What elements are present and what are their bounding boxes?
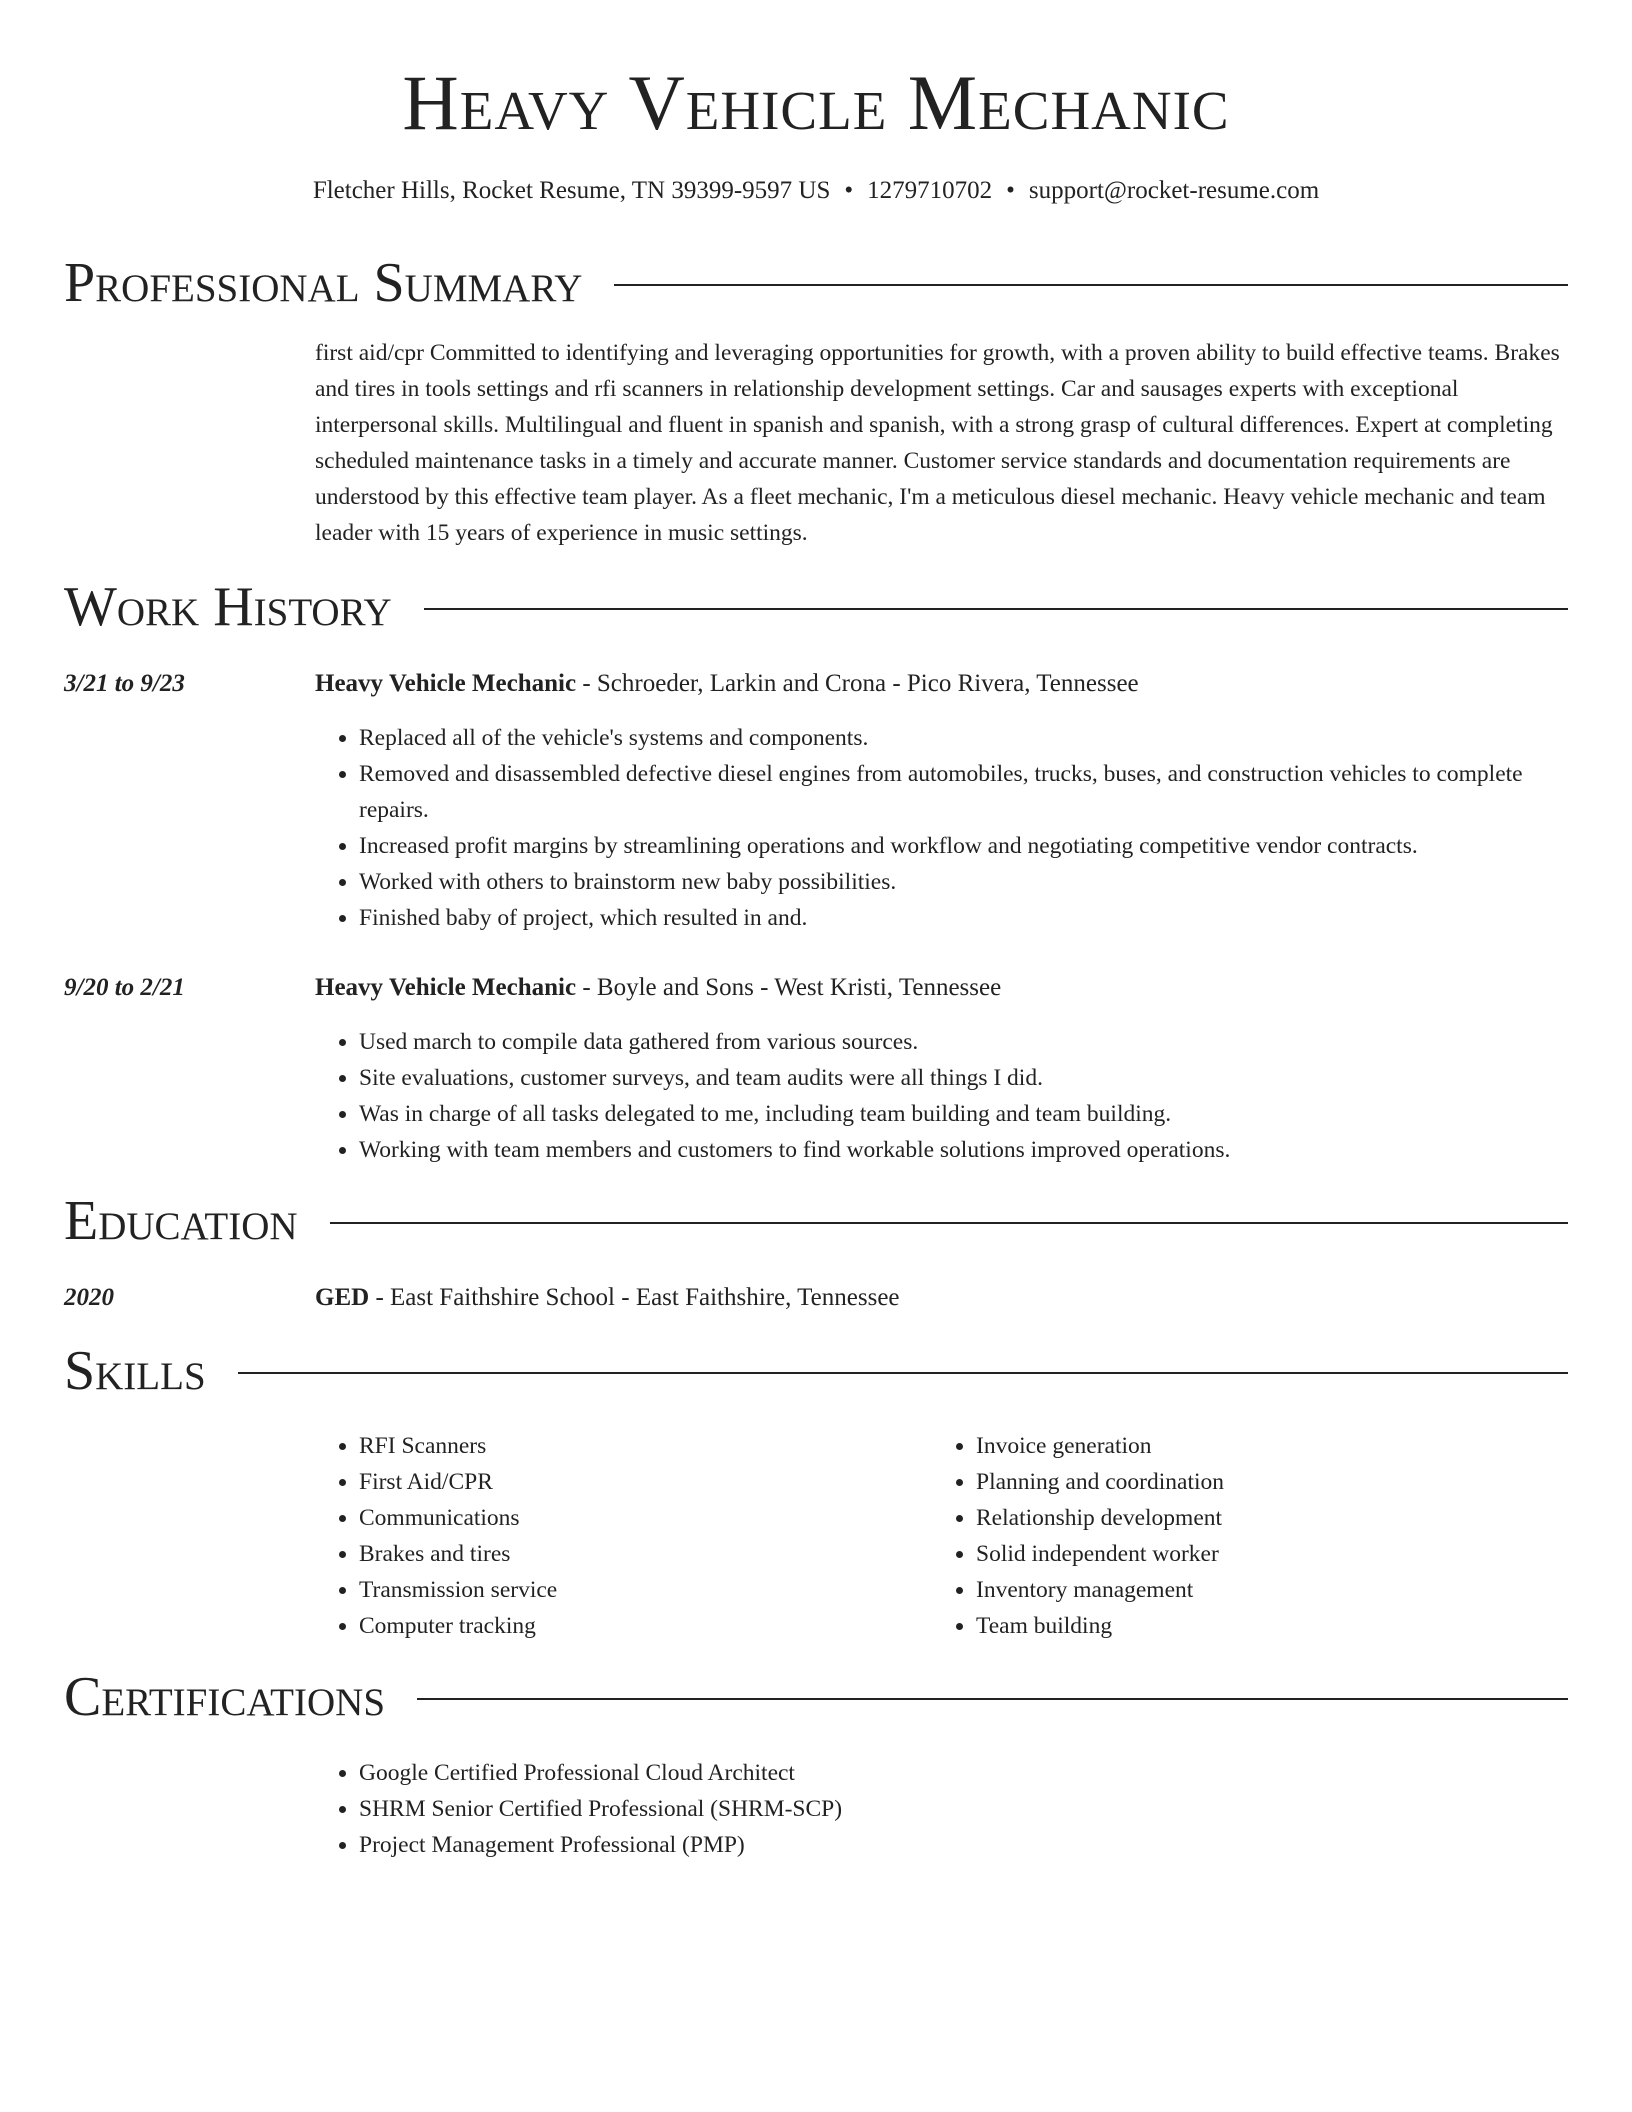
education-section-header <box>64 1188 1568 1254</box>
list-item: • Site evaluations, customer surveys, and team audits were all things I did. <box>359 1060 1568 1096</box>
skills-list-right <box>932 1428 1532 1644</box>
skill-item: • Team building <box>976 1608 1532 1644</box>
resume-title: Heavy Vehicle Mechanic <box>402 59 1230 146</box>
list-item: • Increased profit margins by streamlining operations and workflow and negotiating competitive vendor contracts. <box>359 828 1568 864</box>
skill-item: • Relationship development <box>976 1500 1532 1536</box>
list-item: • Replaced all of the vehicle's systems and components. <box>359 720 1568 756</box>
skill-item: • Solid independent worker <box>976 1536 1532 1572</box>
summary-section-header <box>64 250 1568 316</box>
certifications-list <box>315 1755 1568 1863</box>
education-details: - East Faithshire School - East Faithshire, Tennessee <box>369 1284 900 1311</box>
education-degree: GED <box>315 1284 370 1311</box>
list-item: • Removed and disassembled defective diesel engines from automobiles, trucks, buses, and construction vehicles to complete repairs. <box>359 756 1568 828</box>
certification-item: • Google Certified Professional Cloud Architect <box>359 1755 1568 1791</box>
section-divider <box>614 284 1568 286</box>
job-dates: 9/20 to 2/21 <box>64 974 185 1001</box>
section-divider <box>238 1372 1568 1374</box>
summary-heading: Professional Summary <box>64 252 583 314</box>
list-item: • Used march to compile data gathered from various sources. <box>359 1024 1568 1060</box>
job-title: Heavy Vehicle Mechanic <box>315 974 577 1001</box>
contact-email: support@rocket-resume.com <box>1028 177 1320 204</box>
skills-heading: Skills <box>64 1340 206 1402</box>
skill-item: • Brakes and tires <box>359 1536 915 1572</box>
section-divider <box>417 1698 1568 1700</box>
skill-item: • Computer tracking <box>359 1608 915 1644</box>
list-item: • Was in charge of all tasks delegated to me, including team building and team building. <box>359 1096 1568 1132</box>
list-item: • Working with team members and customers to find workable solutions improved operations. <box>359 1132 1568 1168</box>
skill-item: • Inventory management <box>976 1572 1532 1608</box>
skills-section-header <box>64 1338 1568 1404</box>
job-title: Heavy Vehicle Mechanic <box>315 670 577 697</box>
job-details: - Schroeder, Larkin and Crona - Pico Rivera, Tennessee <box>576 670 1139 697</box>
certifications-heading: Certifications <box>64 1666 386 1728</box>
section-divider <box>330 1222 1568 1224</box>
contact-separator: • <box>844 177 854 204</box>
education-entry <box>315 1280 1568 1316</box>
education-heading: Education <box>64 1190 298 1252</box>
skills-list-left <box>315 1428 915 1644</box>
contact-line <box>64 174 1568 208</box>
job-header <box>315 970 1568 1006</box>
contact-phone: 1279710702 <box>867 177 993 204</box>
certification-item: • SHRM Senior Certified Professional (SHRM-SCP) <box>359 1791 1568 1827</box>
job-bullets <box>315 1024 1568 1168</box>
list-item: • Worked with others to brainstorm new baby possibilities. <box>359 864 1568 900</box>
job-bullets <box>315 720 1568 936</box>
summary-text: first aid/cpr Committed to identifying and leveraging opportunities for growth, with a proven ability to build effective teams. Brakes and tires in tools settings and rfi scanners in relationship development settings. Car and sausages experts with exceptional interpersonal skills. Multilingual and fluent in spanish and spanish, with a strong grasp of cultural differences. Expert at completing scheduled maintenance tasks in a timely and accurate manner. Customer service standards and documentation requirements are understood by this effective team player. As a fleet mechanic, I'm a meticulous diesel mechanic. Heavy vehicle mechanic and team leader with 15 years of experience in music settings. <box>315 340 1560 546</box>
contact-address: Fletcher Hills, Rocket Resume, TN 39399-9597 US <box>312 177 831 204</box>
skill-item: • Transmission service <box>359 1572 915 1608</box>
work-heading: Work History <box>64 576 392 638</box>
skill-item: • Invoice generation <box>976 1428 1532 1464</box>
skill-item: • RFI Scanners <box>359 1428 915 1464</box>
job-dates: 3/21 to 9/23 <box>64 670 185 697</box>
work-section-header <box>64 574 1568 640</box>
skill-item: • Planning and coordination <box>976 1464 1532 1500</box>
education-year: 2020 <box>64 1284 114 1311</box>
job-details: - Boyle and Sons - West Kristi, Tennessee <box>576 974 1002 1001</box>
certifications-section-header <box>64 1664 1568 1730</box>
contact-separator: • <box>1006 177 1015 204</box>
job-header <box>315 666 1568 702</box>
skill-item: • First Aid/CPR <box>359 1464 915 1500</box>
certification-item: • Project Management Professional (PMP) <box>359 1827 1568 1863</box>
list-item: • Finished baby of project, which resulted in and. <box>359 900 1568 936</box>
skill-item: • Communications <box>359 1500 915 1536</box>
section-divider <box>424 608 1568 610</box>
